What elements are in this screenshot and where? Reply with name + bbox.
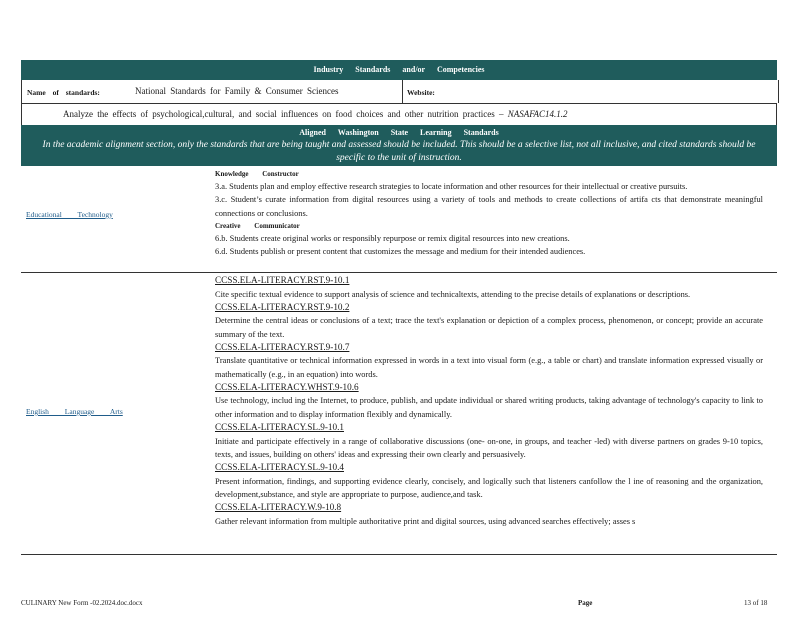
website-label: Website:: [402, 80, 435, 103]
standard-description: Analyze the effects of psychological,cultural, and social influences on food choices and other nutrition practices –: [63, 109, 504, 119]
standard-text: [63, 109, 568, 119]
standard-text: Translate quantitative or technical information expressed in words in a text into visual form (e.g., a table or chart) and translate information expressed visually or mathematically (e.g., in an equation) into words.: [215, 356, 763, 379]
standard-text: Initiate and participate effectively in a range of collaborative discussions (one- on-one, in groups, and teacher -led) with diverse partners on grades 9-10 topics, texts, and issues, building on others' ideas and expressing their own clearly and persuasively.: [215, 436, 763, 459]
footer-filename: CULINARY New Form -02.2024.doc.docx: [21, 599, 143, 607]
english-language-arts-label: English Language Arts: [26, 407, 123, 416]
standard-text: Present information, findings, and supporting evidence clearly, concisely, and logically such that listeners canfollow the l ine of reasoning and the organization, development,substance, and style are appropriate to purpose, audience,and task.: [215, 476, 763, 499]
educational-technology-section: [21, 166, 777, 273]
standard-code-link[interactable]: CCSS.ELA-LITERACY.SL.9-10.4: [215, 462, 344, 473]
standard-code-link[interactable]: CCSS.ELA-LITERACY.RST.9-10.1: [215, 275, 350, 285]
standard-code-link[interactable]: CCSS.ELA-LITERACY.RST.9-10.7: [215, 341, 350, 352]
standard-text: Cite specific textual evidence to support analysis of science and technicaltexts, attending to the precise details of explanations or descriptions.: [215, 289, 691, 299]
standard-code-link[interactable]: CCSS.ELA-LITERACY.SL.9-10.1: [215, 422, 344, 433]
name-of-standards-value: National Standards for Family & Consumer Sciences: [135, 86, 339, 96]
standard-text: Determine the central ideas or conclusions of a text; trace the text's explanation or depiction of a complex process, phenomenon, or concept; provide an accurate summary of the text.: [215, 316, 763, 339]
standard-text: Gather relevant information from multiple authoritative print and digital sources, using advanced searches effectively; asses s: [215, 516, 636, 526]
creative-communicator-heading: Creative Communicator: [215, 221, 300, 230]
name-of-standards-row: [21, 80, 779, 103]
english-language-arts-section: [21, 273, 777, 555]
standard-code-link[interactable]: CCSS.ELA-LITERACY.W.9-10.8: [215, 502, 342, 513]
standard-code-link[interactable]: CCSS.ELA-LITERACY.WHST.9-10.6: [215, 381, 359, 392]
industry-standards-header: [21, 60, 777, 80]
standard-row: [21, 103, 777, 125]
educational-technology-label: Educational Technology: [26, 210, 113, 219]
alignment-title: Aligned Washington State Learning Standards: [299, 128, 499, 137]
standard-text: Use technology, includ ing the Internet, to produce, publish, and update individual or shared writing products, taking advantage of technology's capacity to link to other information and to display information flexibly and dynamically.: [215, 396, 763, 419]
alignment-header: [21, 125, 777, 166]
standard-code-link[interactable]: CCSS.ELA-LITERACY.RST.9-10.2: [215, 301, 350, 312]
name-of-standards-label: Name of standards:: [27, 88, 100, 97]
english-language-arts-body: [215, 274, 763, 528]
standard-6b: 6.b. Students create original works or responsibly repurpose or remix digital resources into new creations.: [215, 233, 570, 243]
alignment-instructions: In the academic alignment section, only the standards that are being taught and assessed should be included. This should be a selective list, not all inclusive, and cited standards should be specific to the unit of instruction.: [42, 140, 756, 163]
footer-page-number: 13 of 18: [744, 599, 768, 607]
footer-page-label: Page: [578, 599, 593, 607]
knowledge-constructor-heading: Knowledge Constructor: [215, 170, 299, 178]
standard-6d: 6.d. Students publish or present content that customizes the message and medium for their intended audiences.: [215, 247, 586, 257]
standard-3a: 3.a. Students plan and employ effective research strategies to locate information and other resources for their intellectual or creative pursuits.: [215, 182, 688, 191]
standard-code: NASAFAC14.1.2: [507, 109, 568, 119]
standard-3c: 3.c. Student’s curate information from digital resources using a variety of tools and methods to create collections of artifa cts that demonstrate meaningful connections or conclusions.: [215, 195, 763, 218]
educational-technology-body: [215, 168, 763, 258]
industry-standards-title: Industry Standards and/or Competencies: [313, 65, 485, 74]
